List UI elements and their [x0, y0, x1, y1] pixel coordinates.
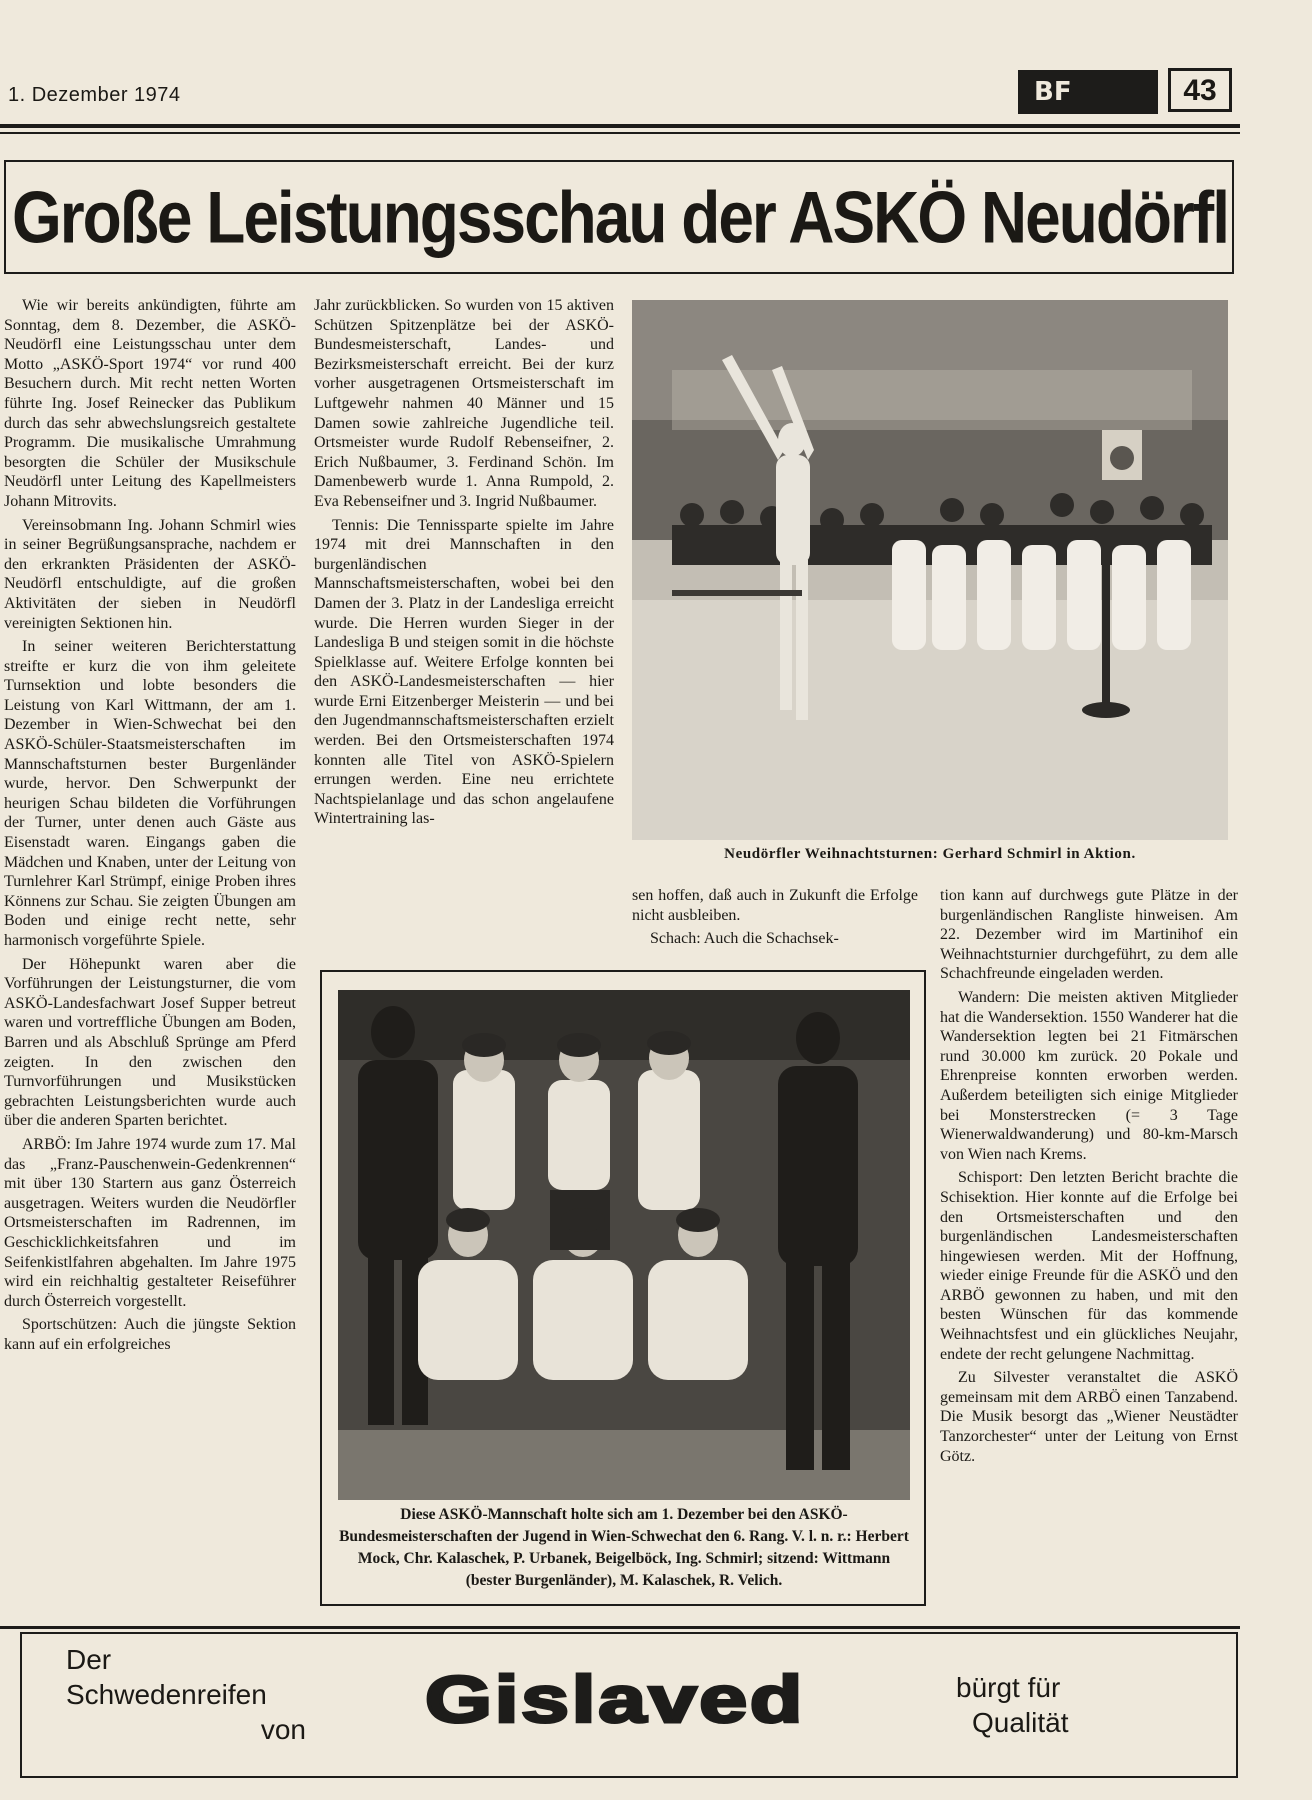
- article-column-3: [632, 886, 918, 956]
- paragraph: Wandern: Die meisten aktiven Mitglieder hat die Wandersektion. 1550 Wanderer hat die Wandersektion legten bei 21 Fitmärschen rund 30.000 km zurück. 20 Pokale und Ehrenpreise konnten erworben werden. Außerdem beteiligten sich einige Mitglieder bei Monsterstrecken (= 3 Tage Wienerwaldwanderung) und 80-km-Marsch von Wien nach Krems.: [940, 988, 1238, 1163]
- paragraph: Vereinsobmann Ing. Johann Schmirl wies in seiner Begrüßungsansprache, nachdem er den erkrankten Präsidenten der ASKÖ-Neudörfl entschuldigte, auf die großen Aktivitäten der sieben in Neudörfl vereinigten Sektionen hin.: [4, 516, 296, 632]
- article-column-2: [314, 296, 614, 956]
- header-rule-thin: [0, 132, 1240, 134]
- ad-separator: [0, 1626, 1240, 1629]
- article-column-1: [4, 296, 296, 1608]
- ad-text-right: [956, 1670, 1196, 1740]
- paragraph: Schach: Auch die Schachsek-: [650, 930, 839, 948]
- paragraph: ARBÖ: Im Jahre 1974 wurde zum 17. Mal das „Franz-Pauschenwein-Gedenkrennen“ mit über 130 Startern aus ganz Österreich ausgetragen. Weiters wurden die Neudörfler Ortsmeisterschaften im Radrennen, im Geschicklichkeitsfahren und im Seifenkistlfahren abgehalten. Im Jahre 1975 wird ein reichhaltig gestalteter Reiseführer durch Österreich vorgestellt.: [4, 1135, 296, 1310]
- page-number: 43: [1168, 68, 1232, 112]
- paragraph: Zu Silvester veranstaltet die ASKÖ gemeinsam mit dem ARBÖ einen Tanzabend. Die Musik besorgt das „Wiener Neustädter Tanzorchester“ unter der Leitung von Ernst Götz.: [940, 1369, 1238, 1465]
- team-photo-caption: Diese ASKÖ-Mannschaft holte sich am 1. Dezember bei den ASKÖ-Bundesmeisterschaften der Jugend in Wien-Schwechat den 6. Rang. V. l. n. r.: Herbert Mock, Chr. Kalaschek, P. Urbanek, Beigelböck, Ing. Schmirl; sitzend: Wittmann (bester Burgenländer), M. Kalaschek, R. Velich.: [339, 1506, 909, 1589]
- page-title: Große Leistungsschau der ASKÖ Neudörfl: [11, 175, 1229, 259]
- ad-line: bürgt für: [956, 1672, 1061, 1703]
- gislaved-logo: [420, 1666, 810, 1741]
- publication-logo: BF: [1018, 70, 1158, 114]
- ad-line: Qualität: [972, 1707, 1069, 1738]
- ad-text-left: [66, 1642, 306, 1747]
- ad-line: Schwedenreifen: [66, 1679, 267, 1710]
- gymnast-photo: [632, 300, 1228, 840]
- gymnast-photo-illustration: [632, 300, 1228, 840]
- paragraph: sen hoffen, daß auch in Zukunft die Erfolge nicht ausbleiben.: [632, 887, 918, 924]
- paragraph: Sportschützen: Auch die jüngste Sektion kann auf ein erfolgreiches: [4, 1316, 296, 1353]
- paragraph: Tennis: Die Tennissparte spielte im Jahre 1974 mit drei Mannschaften in den burgenländischen Mannschaftsmeisterschaften, wobei bei den Damen der 3. Platz in der Landesliga erreicht wurde. Die Herren wurden Sieger in der Landesliga B und steigen somit in die höchste Spielklasse auf. Weitere Erfolge konnten bei den ASKÖ-Landesmeisterschaften — hier wurde Erni Eitzenberger Meisterin — und bei den Jugendmannschaftsmeisterschaften erzielt werden. Bei den Ortsmeisterschaften 1974 konnten alle Titel von ASKÖ-Spielern errungen werden. Eine neu errichtete Nachtspielanlage und das schon angelaufene Wintertraining las-: [314, 516, 614, 828]
- header-rule: [0, 124, 1240, 128]
- paragraph: Schisport: Den letzten Bericht brachte die Schisektion. Hier konnte auf die Erfolge bei den Ortsmeisterschaften und den burgenländischen Landesmeisterschaften hingewiesen werden. Mit der Hoffnung, wieder einige Freunde für die ASKÖ und den ARBÖ gewonnen zu haben, und mit den besten Wünschen für das kommende Weihnachtsfest und ein glückliches Neujahr, endete der recht gelungene Nachmittag.: [940, 1169, 1238, 1363]
- article-column-4: [940, 886, 1238, 1620]
- paragraph: Jahr zurückblicken. So wurden von 15 aktiven Schützen Spitzenplätze bei der ASKÖ-Bundesmeisterschaft, Landes- und Bezirksmeisterschaft erreicht. Bei der kurz vorher ausgetragenen Ortsmeisterschaft im Luftgewehr nahmen 40 Männer und 15 Damen sowie zahlreiche Jugendliche teil. Ortsmeister wurde Rudolf Rebenseifner, 2. Erich Nußbaumer, 3. Ferdinand Schön. Im Damenbewerb wurde 1. Anna Rumpold, 2. Eva Rebenseifner und 3. Ingrid Nußbaumer.: [314, 297, 614, 510]
- paragraph: tion kann auf durchwegs gute Plätze in der burgenländischen Rangliste hinweisen. Am 22. Dezember wird im Martinihof ein Weihnachtsturnier durchgeführt, zu dem alle Schachfreunde eingeladen werden.: [940, 887, 1238, 983]
- paragraph: Wie wir bereits ankündigten, führte am Sonntag, dem 8. Dezember, die ASKÖ-Neudörfl eine Leistungsschau unter dem Motto „ASKÖ-Sport 1974“ vor rund 400 Besuchern durch. Mit recht netten Worten führte Ing. Josef Reinecker das Publikum durch das sehr abwechslungsreich gestaltete Programm. Die musikalische Umrahmung besorgten die Schüler der Musikschule Neudörfl unter Leitung des Kapellmeisters Johann Mitrovits.: [4, 297, 296, 510]
- issue-date: 1. Dezember 1974: [8, 84, 181, 106]
- gislaved-logo-graphic: [420, 1666, 810, 1736]
- ad-line: von: [260, 1714, 306, 1745]
- team-photo: [338, 990, 910, 1500]
- photo-caption: Neudörfler Weihnachtsturnen: Gerhard Schmirl in Aktion.: [724, 846, 1136, 862]
- team-photo-illustration: [338, 990, 910, 1500]
- paragraph: In seiner weiteren Berichterstattung streifte er kurz die von ihm geleitete Turnsektion und lobte besonders die Leistung von Karl Wittmann, der am 1. Dezember in Wien-Schwechat bei den ASKÖ-Schüler-Staatsmeisterschaften im Mannschaftsturnen bester Burgenländer wurde, hervor. Den Schwerpunkt der heurigen Schau bildeten die Vorführungen der Turner, unter denen auch Gäste aus Eisenstadt waren. Eingangs gaben die Mädchen und Knaben, unter der Leitung von Turnlehrer Karl Strümpf, einige Proben ihres Könnens zur Schau. Sie zeigten Übungen am Boden und einige recht nette, sehr harmonisch vorgeführte Spiele.: [4, 638, 296, 949]
- brand-wordmark: Gislaved: [425, 1666, 805, 1736]
- ad-line: Der: [66, 1644, 112, 1675]
- paragraph: Der Höhepunkt waren aber die Vorführungen der Leistungsturner, die vom ASKÖ-Landesfachwart Josef Supper betreut waren und vortreffliche Übungen am Boden, Barren und als Abschluß Sprünge am Pferd zeigten. In den zwischen den Turnvorführungen und Musikstücken gebrachten Leistungsberichten wurde auch über die anderen Sparten berichtet.: [4, 955, 296, 1130]
